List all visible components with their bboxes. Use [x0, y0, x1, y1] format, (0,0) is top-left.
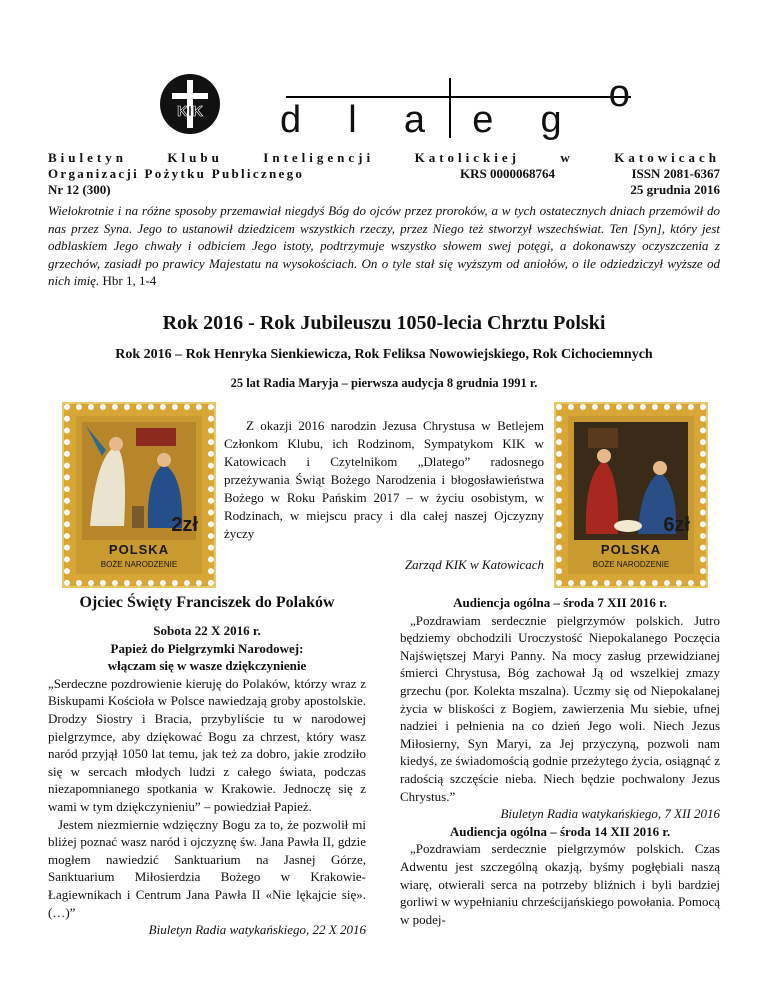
- issue-number: Nr 12 (300): [48, 182, 111, 197]
- stamp-value: 6zł: [663, 514, 690, 536]
- masthead-letter: g: [540, 99, 562, 141]
- stamp-country: POLSKA: [600, 542, 662, 557]
- main-headline: Rok 2016 - Rok Jubileuszu 1050-lecia Chrztu Polski: [162, 312, 606, 334]
- stamp-nativity: [556, 404, 706, 586]
- article-source: Biuletyn Radia watykańskiego, 22 X 2016: [148, 922, 366, 938]
- quote-text: Wielokrotnie i na różne sposoby przemawiał niegdyś Bóg do ojców przez proroków, a w tych ostatecznych dniach przemówił do nas przez Syna. Jego to ustanowił dziedzicem wszystkich rzeczy, przez Niego też stworzył wszechświat. Ten [Syn], który jest odblaskiem Jego chwały i odbiciem Jego istoty, podtrzymuje wszystko słowem swej potęgi, a dokonawszy oczyszczenia z grzechów, zasiadł po prawicy Majestatu na wysokościach. On o tyle stał się wyższym od aniołów, o ile odziedziczył wyższe od nich imię.: [48, 203, 720, 288]
- radio-headline: 25 lat Radia Maryja – pierwsza audycja 8 grudnia 1991 r.: [230, 376, 538, 390]
- christmas-greeting: Z okazji 2016 narodzin Jezusa Chrystusa w Betlejem Członkom Klubu, ich Rodzinom, Sympatykom KIK w Katowicach i Czytelnikom „Dlatego” radosnego przeżywania Świąt Bożego Narodzenia i błogosławieństwa Bożego w Roku Pańskim 2017 – w życiu osobistym, w Rodzinach, w miejscu pracy i dla całej naszej Ojczyzny życzy: [224, 418, 544, 541]
- header-word: Katolickiej: [414, 150, 520, 165]
- organization-type: Organizacji Pożytku Publicznego: [48, 166, 305, 181]
- stamp-caption: BOŻE NARODZENIE: [100, 560, 178, 569]
- header-word: Inteligencji: [263, 150, 375, 165]
- article-paragraph: Jestem niezmiernie wdzięczny Bogu za to, że pozwolił mi bliżej poznać wasz naród i ojczyznę św. Jana Pawła II, gdzie mogłem nawiedzić Sanktuarium na Jasnej Górze, Sanktuarium Miłosierdzia Bożego w Krakowie-Łagiewnikach i Centrum Jana Pawła II «Nie lękajcie się». (…)”: [48, 816, 366, 920]
- quote-reference: Hbr 1, 1-4: [102, 273, 157, 288]
- issn-number: ISSN 2081-6367: [631, 166, 720, 181]
- article-date: Sobota 22 X 2016 r.: [153, 623, 261, 638]
- header-word: Klubu: [167, 150, 223, 165]
- article-paragraph: „Pozdrawiam serdecznie pielgrzymów polskich. Jutro będziemy obchodzili Uroczystość Niepokalanego Poczęcia Najświętszej Maryi Panny. Na mocy zasług przewidzianej śmierci Chrystusa, Bóg zachował Ją od wszelkiej zmazy grzechu (por. Kolekta mszalna). Uczmy się od Niepokalanej życia w bliskości z Bogiem, zawierzenia Mu siebie, ufnej nadziei i pełnienia na co dzień Jego woli. Niech Jezus Miłosierny, Syn Maryi, za Jej przyczyną, pozwoli nam kiedyś, ze świadomością godnie przeżytego życia, osiągnąć z radością szczęście nieba. Niech będzie pochwalony Jezus Chrystus.”: [400, 612, 720, 804]
- stamp-value: 2zł: [171, 514, 198, 536]
- stamp-caption: BOŻE NARODZENIE: [592, 560, 670, 569]
- issue-date: 25 grudnia 2016: [630, 182, 720, 197]
- header-line-1: [48, 150, 720, 166]
- greeting-signature: Zarząd KIK w Katowicach: [404, 557, 544, 572]
- masthead-title: [280, 73, 630, 143]
- sub-headline: Rok 2016 – Rok Henryka Sienkiewicza, Rok Feliksa Nowowiejskiego, Rok Cichociemnych: [115, 347, 653, 362]
- scripture-quote: [48, 202, 720, 290]
- masthead-letter: e: [472, 99, 494, 141]
- article-source: Biuletyn Radia watykańskiego, 7 XII 2016: [500, 806, 720, 822]
- header-word: w: [560, 150, 574, 165]
- article-paragraph: „Pozdrawiam serdecznie pielgrzymów polskich. Czas Adwentu jest szczególną okazją, byśmy pogłębiali naszą wiarę, otwierali serca na potrzeby bliźnich i byli bardziej gorliwi w wypełnianiu chrześcijańskiego powołania. Pomocą w podej-: [400, 841, 720, 927]
- article-title: Ojciec Święty Franciszek do Polaków: [79, 594, 335, 611]
- masthead-letter: a: [403, 99, 426, 141]
- audience-heading: Audiencja ogólna – środa 7 XII 2016 r.: [453, 595, 667, 610]
- article-subtitle: Papież do Pielgrzymki Narodowej:: [110, 640, 304, 656]
- logo-text: KIK: [177, 103, 203, 120]
- right-column: [400, 592, 720, 928]
- krs-number: KRS 0000068764: [460, 166, 555, 181]
- stamp-annunciation: [64, 404, 214, 586]
- stamp-country: POLSKA: [108, 542, 170, 557]
- kik-logo: [158, 72, 222, 136]
- article-paragraph: „Serdeczne pozdrowienie kieruję do Polaków, którzy wraz z Biskupami Kościoła w Polsce nawiedzają groby apostolskie. Drodzy Siostry i Bracia, przybyliście tu w narodowej pielgrzymce, aby dziękować Bogu za chrzest, który wasz naród przyjął 1050 lat temu, jak też za dobro, jakie zrodziło się w sercach młodych ludzi z całego świata, podczas niezapomnianego spotkania w Krakowie. Jednoczę się z wami w tym dziękczynieniu” – powiedział Papież.: [48, 675, 366, 814]
- masthead-letter: l: [348, 99, 357, 141]
- masthead-letter: d: [280, 99, 302, 141]
- masthead-letter: o: [608, 73, 630, 115]
- header-word: Biuletyn: [48, 150, 127, 165]
- audience-heading: Audiencja ogólna – środa 14 XII 2016 r.: [449, 823, 671, 839]
- header-word: Katowicach: [614, 150, 720, 165]
- article-subtitle: włączam się w wasze dziękczynienie: [107, 658, 307, 674]
- left-column: [48, 592, 366, 939]
